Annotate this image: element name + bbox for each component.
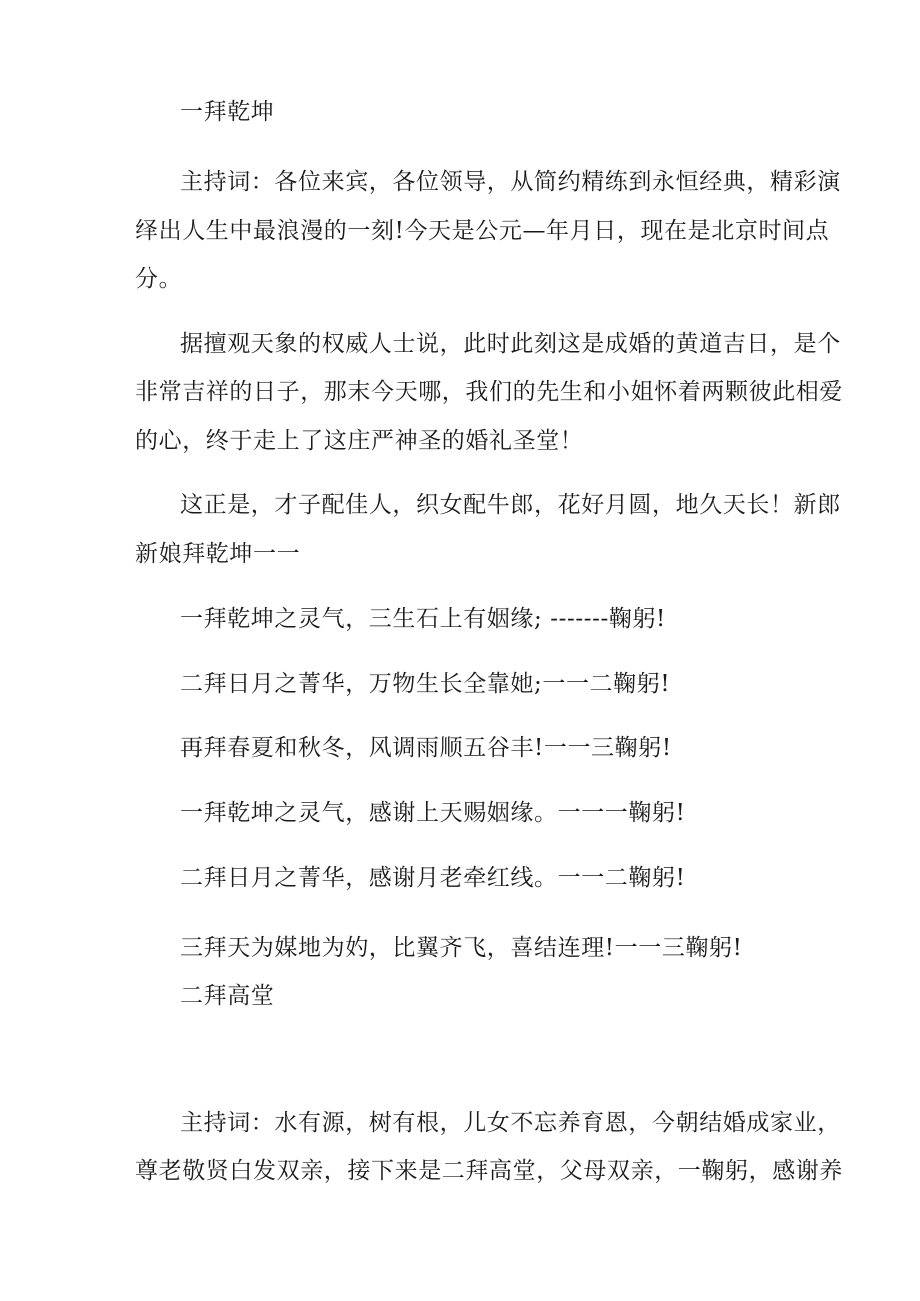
paragraph-line: 主持词：各位来宾，各位领导，从简约精练到永恒经典，精彩演 <box>180 169 841 195</box>
paragraph-line: 的心，终于走上了这庄严神圣的婚礼圣堂！ <box>135 428 584 454</box>
paragraph-line: 绎出人生中最浪漫的一刻!今天是公元—年月日，现在是北京时间点 <box>135 218 830 244</box>
bow-line: 再拜春夏和秋冬，风调雨顺五谷丰!一一三鞠躬! <box>180 735 672 761</box>
bow-line: 一拜乾坤之灵气，感谢上天赐姻缘。一一一鞠躬! <box>180 800 686 826</box>
bow-line: 二拜日月之菁华，感谢月老牵红线。一一二鞠躬! <box>180 865 686 891</box>
paragraph-line: 新娘拜乾坤一一 <box>135 541 301 567</box>
paragraph-line: 分。 <box>135 266 183 292</box>
paragraph-line: 主持词：水有源，树有根，儿女不忘养育恩，今朝结婚成家业， <box>180 1110 841 1136</box>
paragraph-line: 非常吉祥的日子，那末今天哪，我们的先生和小姐怀着两颗彼此相爱 <box>135 379 843 405</box>
paragraph-line: 尊老敬贤白发双亲，接下来是二拜高堂，父母双亲，一鞠躬，感谢养 <box>135 1158 843 1184</box>
section-heading-bai-qiankun: 一拜乾坤 <box>180 99 275 125</box>
bow-line: 二拜日月之菁华，万物生长全靠她;一一二鞠躬! <box>180 671 671 697</box>
paragraph-line: 这正是，才子配佳人，织女配牛郎，花好月圆，地久天长！新郎 <box>180 492 841 518</box>
section-heading-bai-gaotang: 二拜高堂 <box>180 983 275 1009</box>
bow-line: 三拜天为媒地为妁，比翼齐飞，喜结连理!一一三鞠躬! <box>180 935 743 961</box>
paragraph-line: 据擅观天象的权威人士说，此时此刻这是成婚的黄道吉日，是个 <box>180 331 841 357</box>
bow-line: 一拜乾坤之灵气，三生石上有姻缘; -------鞠躬! <box>180 606 666 632</box>
